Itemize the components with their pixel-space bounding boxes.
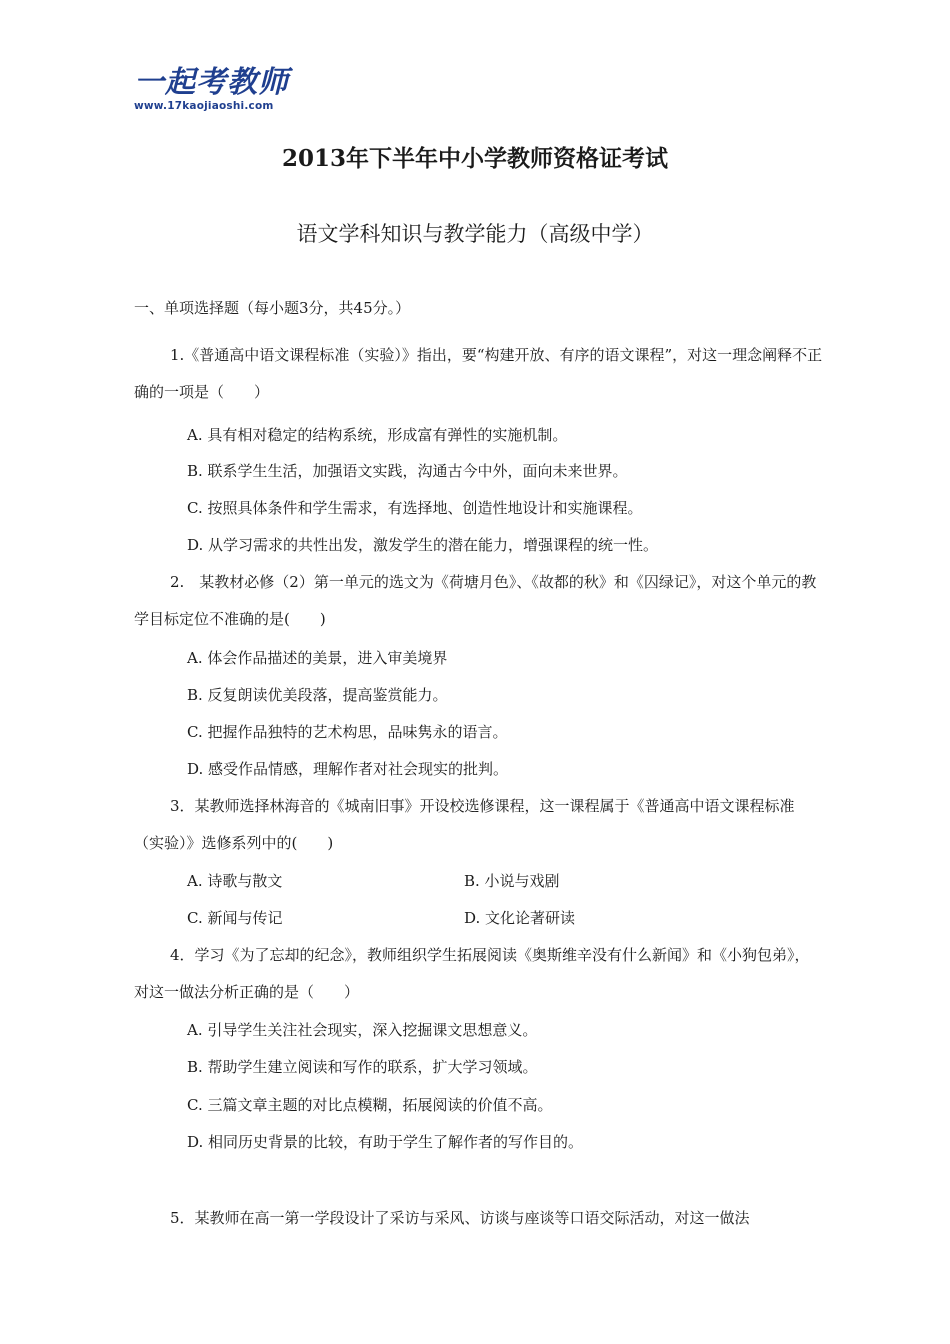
document-subtitle: 语文学科知识与教学能力（高级中学） <box>296 222 654 246</box>
question-3-option-c: C. 新闻与传记 <box>187 909 283 927</box>
question-3-option-d: D. 文化论著研读 <box>464 909 576 927</box>
question-3-option-b: B. 小说与戏剧 <box>464 872 560 890</box>
question-2-option-a: A. 体会作品描述的美景，进入审美境界 <box>187 649 448 667</box>
question-2-stem: 2. 某教材必修（2）第一单元的选文为《荷塘月色》、《故都的秋》和《囚绿记》，对这个单元的教学目标定位不准确的是( ) <box>134 573 817 628</box>
question-4-option-a: A. 引导学生关注社会现实，深入挖掘课文思想意义。 <box>187 1021 538 1039</box>
question-2-option-d: D. 感受作品情感，理解作者对社会现实的批判。 <box>187 760 509 778</box>
question-1-option-b: B. 联系学生生活，加强语文实践，沟通古今中外，面向未来世界。 <box>187 462 628 480</box>
question-4-option-d: D. 相同历史背景的比较，有助于学生了解作者的写作目的。 <box>187 1133 584 1151</box>
question-3-stem: 3．某教师选择林海音的《城南旧事》开设校选修课程，这一课程属于《普通高中语文课程标准（实验）》选修系列中的( ) <box>134 797 795 852</box>
logo-wordmark: 一起考教师 <box>134 65 289 100</box>
question-1-option-d: D. 从学习需求的共性出发，激发学生的潜在能力，增强课程的统一性。 <box>187 536 659 554</box>
question-1-stem: 1.《普通高中语文课程标准（实验）》指出，要“构建开放、有序的语文课程”，对这一理念阐释不正确的一项是（ ） <box>134 346 823 401</box>
logo-url: www.17kaojiaoshi.com <box>134 100 274 112</box>
site-logo <box>134 66 304 118</box>
question-4-option-c: C. 三篇文章主题的对比点模糊，拓展阅读的价值不高。 <box>187 1096 553 1114</box>
question-5-stem: 5．某教师在高一第一学段设计了采访与采风、访谈与座谈等口语交际活动，对这一做法 <box>170 1209 750 1227</box>
question-1-option-c: C. 按照具体条件和学生需求，有选择地、创造性地设计和实施课程。 <box>187 499 643 517</box>
section-heading: 一、单项选择题（每小题3分，共45分。） <box>134 299 411 317</box>
question-2-option-b: B. 反复朗读优美段落，提高鉴赏能力。 <box>187 686 448 704</box>
question-2-option-c: C. 把握作品独特的艺术构思，品味隽永的语言。 <box>187 723 508 741</box>
document-title: 2013年下半年中小学教师资格证考试 <box>281 145 668 172</box>
question-4-option-b: B. 帮助学生建立阅读和写作的联系，扩大学习领域。 <box>187 1058 538 1076</box>
question-1-option-a: A. 具有相对稳定的结构系统，形成富有弹性的实施机制。 <box>187 426 568 444</box>
question-4-stem: 4．学习《为了忘却的纪念》，教师组织学生拓展阅读《奥斯维辛没有什么新闻》和《小狗包弟》，对这一做法分析正确的是（ ） <box>134 946 810 1001</box>
question-3-option-a: A. 诗歌与散文 <box>187 872 283 890</box>
